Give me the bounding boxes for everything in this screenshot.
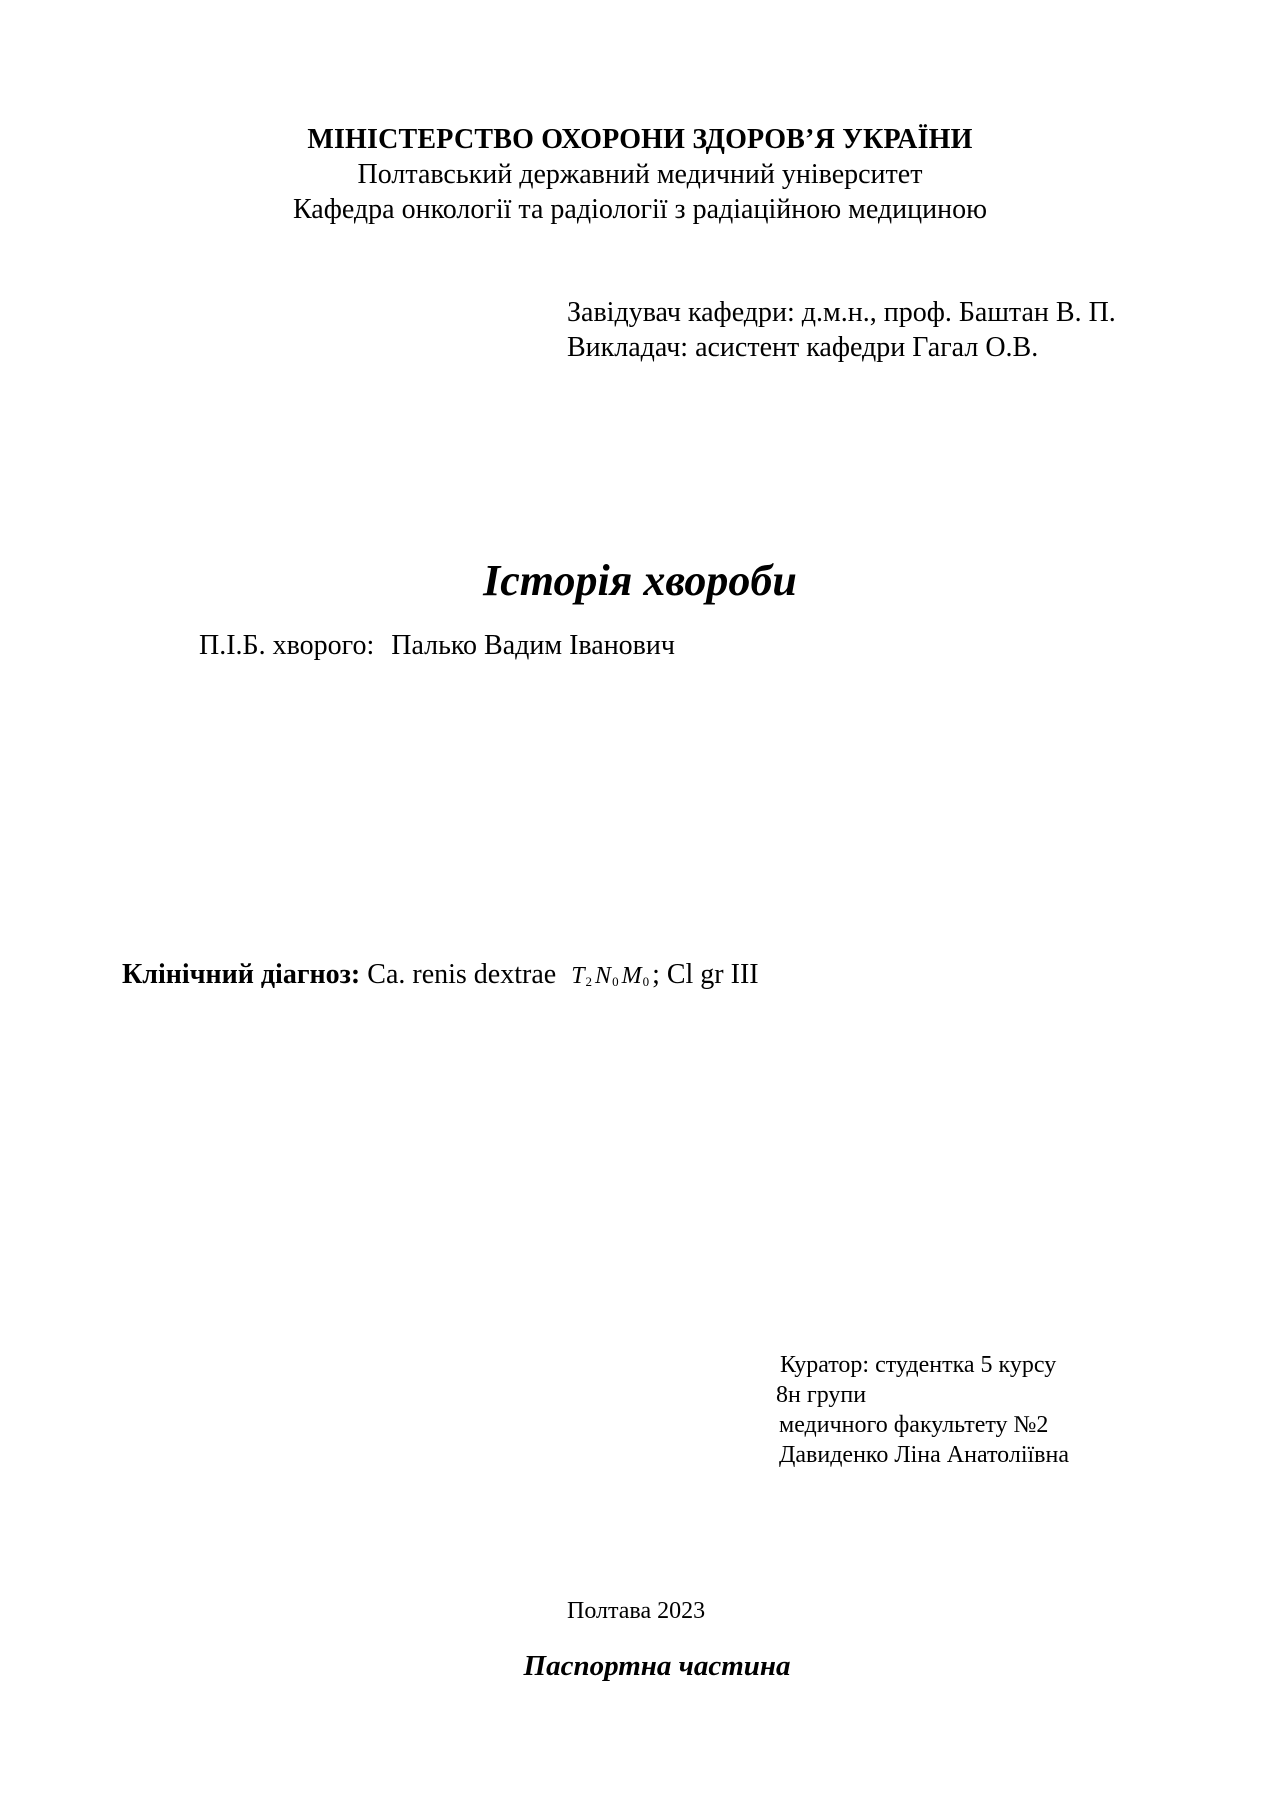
head-of-department: Завідувач кафедри: д.м.н., проф. Баштан В. П. bbox=[567, 297, 1116, 328]
curator-line-3: медичного факультету №2 bbox=[779, 1412, 1049, 1438]
university-name: Полтавський державний медичний університет bbox=[357, 159, 923, 190]
tnm-n-sub: 0 bbox=[612, 974, 619, 989]
city-year: Полтава 2023 bbox=[567, 1598, 706, 1624]
tnm-n: N bbox=[595, 963, 612, 989]
tnm-m-sub: 0 bbox=[642, 974, 650, 989]
section-title: Паспортна частина bbox=[523, 1650, 791, 1682]
curator-line-1: Куратор: студентка 5 курсу bbox=[780, 1352, 1057, 1378]
curator-line-4: Давиденко Ліна Анатоліївна bbox=[779, 1442, 1069, 1468]
tnm-classification bbox=[571, 963, 652, 990]
curator-line-2: 8н групи bbox=[776, 1382, 867, 1408]
tnm-t: T bbox=[571, 963, 585, 989]
diagnosis-label: Клінічний діагноз: bbox=[122, 959, 361, 990]
lecturer: Викладач: асистент кафедри Гагал О.В. bbox=[567, 332, 1039, 363]
patient-label: П.І.Б. хворого: bbox=[199, 630, 375, 661]
document-title: Історія хвороби bbox=[483, 556, 797, 605]
diagnosis-suffix: ; Cl gr III bbox=[652, 959, 759, 990]
tnm-m: M bbox=[621, 963, 642, 989]
patient-line bbox=[199, 630, 675, 662]
tnm-t-sub: 2 bbox=[585, 974, 593, 989]
ministry-heading: МІНІСТЕРСТВО ОХОРОНИ ЗДОРОВ’Я УКРАЇНИ bbox=[307, 124, 973, 155]
diagnosis-line bbox=[122, 959, 759, 991]
patient-name: Палько Вадим Іванович bbox=[391, 630, 675, 661]
department-name: Кафедра онкології та радіології з радіаційною медициною bbox=[293, 194, 987, 225]
diagnosis-text: Ca. renis dextrae bbox=[367, 959, 557, 990]
